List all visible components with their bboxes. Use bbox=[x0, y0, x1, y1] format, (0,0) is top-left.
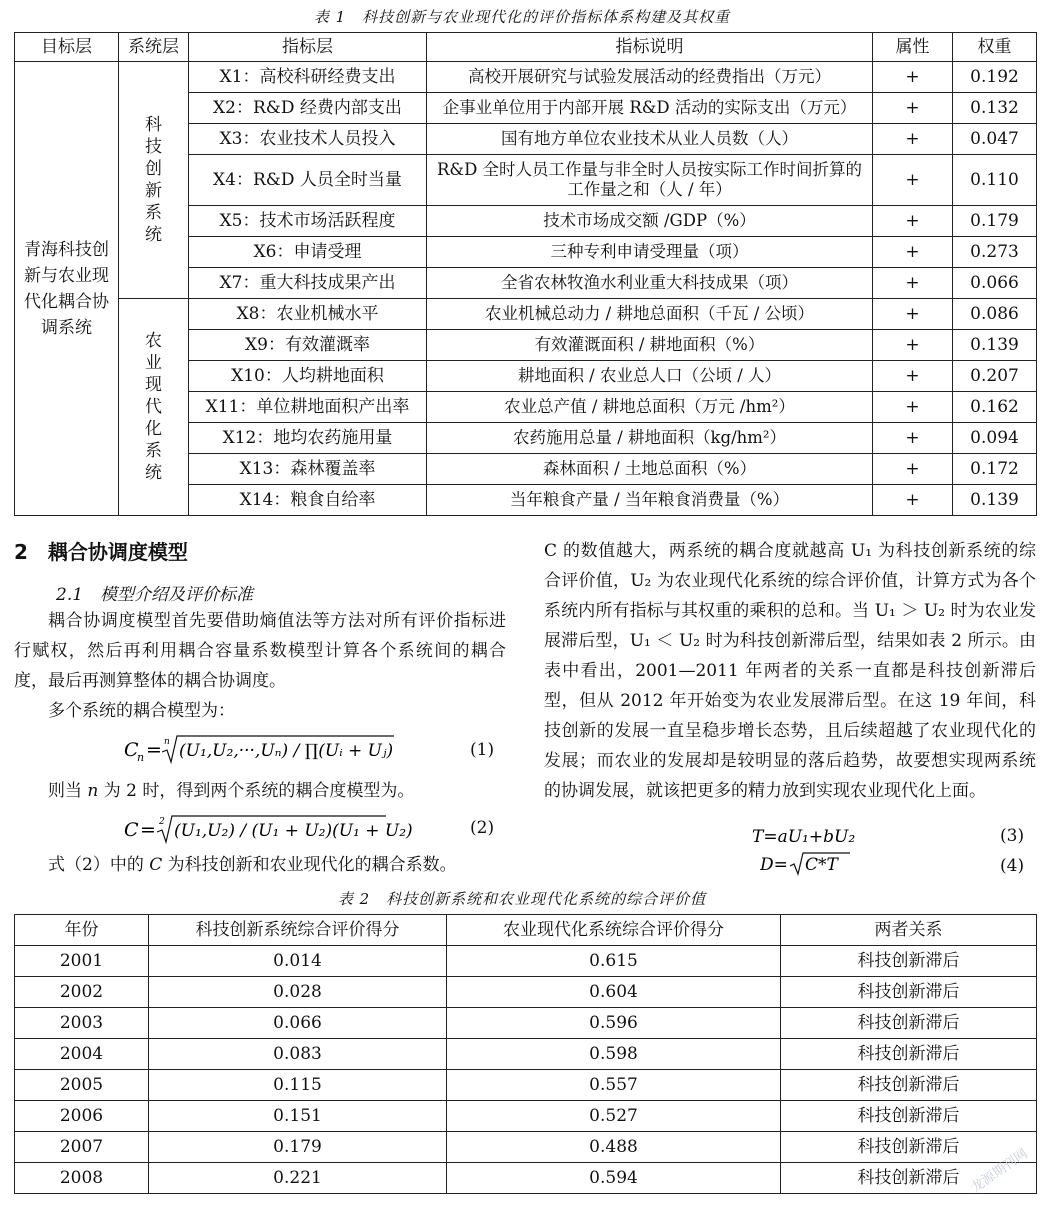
header-weight: 权重 bbox=[953, 33, 1037, 62]
svg-text:=: = bbox=[146, 739, 162, 761]
attribute-cell: + bbox=[873, 237, 953, 268]
system-agri-modernization-label: 农业现代化系统 bbox=[145, 331, 162, 483]
indicator-cell: X3：农业技术人员投入 bbox=[189, 124, 427, 155]
indicator-cell: X13：森林覆盖率 bbox=[189, 454, 427, 485]
agri-score-cell: 0.488 bbox=[447, 1132, 781, 1163]
table-row bbox=[15, 62, 1037, 93]
weight-cell: 0.273 bbox=[953, 237, 1037, 268]
svg-text:C: C bbox=[124, 739, 139, 761]
table2-caption: 表 2 科技创新系统和农业现代化系统的综合评价值 bbox=[337, 890, 707, 908]
indicator-cell: X6：申请受理 bbox=[189, 237, 427, 268]
attribute-cell: + bbox=[873, 361, 953, 392]
attribute-cell: + bbox=[873, 299, 953, 330]
indicator-cell: X12：地均农药施用量 bbox=[189, 423, 427, 454]
header-relation: 两者关系 bbox=[781, 915, 1037, 946]
system-tech-innovation bbox=[119, 62, 189, 299]
svg-text:n: n bbox=[137, 751, 145, 764]
year-cell: 2005 bbox=[15, 1070, 149, 1101]
svg-text:(U₁,U₂,···,Uₙ) / ∏(Uᵢ + Uⱼ): (U₁,U₂,···,Uₙ) / ∏(Uᵢ + Uⱼ) bbox=[179, 741, 394, 761]
watermark: 龙源期刊网 bbox=[968, 1146, 1031, 1196]
tech-score-cell: 0.151 bbox=[149, 1101, 447, 1132]
equation-4-number: (4) bbox=[1000, 856, 1025, 876]
indicator-cell: X8：农业机械水平 bbox=[189, 299, 427, 330]
year-cell: 2003 bbox=[15, 1008, 149, 1039]
weight-cell: 0.110 bbox=[953, 155, 1037, 206]
indicator-cell: X7：重大科技成果产出 bbox=[189, 268, 427, 299]
agri-score-cell: 0.615 bbox=[447, 946, 781, 977]
table-row bbox=[15, 1039, 1037, 1070]
tech-score-cell: 0.115 bbox=[149, 1070, 447, 1101]
year-cell: 2007 bbox=[15, 1132, 149, 1163]
paragraph-coupling-coefficient bbox=[14, 850, 518, 880]
weight-cell: 0.139 bbox=[953, 330, 1037, 361]
svg-text:(U₁,U₂) / (U₁ + U₂)(U₁ + U₂): (U₁,U₂) / (U₁ + U₂)(U₁ + U₂) bbox=[174, 821, 413, 841]
attribute-cell: + bbox=[873, 454, 953, 485]
description-cell: 森林面积 / 土地总面积（%） bbox=[427, 454, 873, 485]
tech-score-cell: 0.221 bbox=[149, 1163, 447, 1194]
agri-score-cell: 0.604 bbox=[447, 977, 781, 1008]
p3-variable-n: n bbox=[87, 781, 99, 801]
equation-1-number: (1) bbox=[470, 740, 495, 760]
equation-2-formula bbox=[124, 812, 414, 846]
weight-cell: 0.162 bbox=[953, 392, 1037, 423]
equation-2-number: (2) bbox=[470, 818, 495, 838]
relation-cell: 科技创新滞后 bbox=[781, 1163, 1037, 1194]
svg-text:C: C bbox=[124, 819, 139, 841]
weight-cell: 0.139 bbox=[953, 485, 1037, 516]
description-cell: 高校开展研究与试验发展活动的经费指出（万元） bbox=[427, 62, 873, 93]
description-cell: 全省农林牧渔水利业重大科技成果（项） bbox=[427, 268, 873, 299]
attribute-cell: + bbox=[873, 124, 953, 155]
equation-1-formula bbox=[124, 732, 414, 768]
description-cell: 企事业单位用于内部开展 R&D 活动的实际支出（万元） bbox=[427, 93, 873, 124]
year-cell: 2004 bbox=[15, 1039, 149, 1070]
header-year: 年份 bbox=[15, 915, 149, 946]
header-indicator-description: 指标说明 bbox=[427, 33, 873, 62]
equation-3-number: (3) bbox=[1000, 826, 1025, 846]
table-row bbox=[15, 977, 1037, 1008]
header-target-layer: 目标层 bbox=[15, 33, 119, 62]
evaluation-table bbox=[14, 914, 1037, 1194]
indicator-cell: X14：粮食自给率 bbox=[189, 485, 427, 516]
paragraph-right-column: C 的数值越大，两系统的耦合度就越高 U₁ 为科技创新系统的综合评价值，U₂ 为农业现代化系统的综合评价值，计算方式为各个系统内所有指标与其权重的乘积的总和。当 U₁ ＞ U₂ 时为农业发展滞后型，U₁ ＜ U₂ 时为科技创新滞后型，结果如表 2 所示。由表中看出，2001—2011 年两者的关系一直都是科技创新滞后型，但从 2012 年开始变为农业发展滞后型。在这 19 年间，科技创新的发展一直呈稳步增长态势，且后续超越了农业现代化的发展；而农业的发展却是较明显的落后趋势，故要想实现两系统的协调发展，就该把更多的精力放到实现农业现代化上面。 bbox=[544, 541, 1036, 801]
tech-score-cell: 0.179 bbox=[149, 1132, 447, 1163]
description-cell: 农药施用总量 / 耕地面积（kg/hm²） bbox=[427, 423, 873, 454]
paragraph-two-systems bbox=[14, 776, 506, 806]
agri-score-cell: 0.527 bbox=[447, 1101, 781, 1132]
p4-part-a: 式（2）中的 bbox=[48, 855, 150, 875]
relation-cell: 科技创新滞后 bbox=[781, 1039, 1037, 1070]
equation-4 bbox=[760, 850, 890, 883]
header-attribute: 属性 bbox=[873, 33, 953, 62]
agri-score-cell: 0.557 bbox=[447, 1070, 781, 1101]
indicator-cell: X5：技术市场活跃程度 bbox=[189, 206, 427, 237]
attribute-cell: + bbox=[873, 62, 953, 93]
table1-caption: 表 1 科技创新与农业现代化的评价指标体系构建及其权重 bbox=[313, 8, 731, 26]
paragraph-multi-model: 多个系统的耦合模型为： bbox=[48, 701, 235, 721]
description-cell: 技术市场成交额 /GDP（%） bbox=[427, 206, 873, 237]
p3-part-b: 为 2 时，得到两个系统的耦合度模型为。 bbox=[98, 781, 415, 801]
indicator-cell: X1：高校科研经费支出 bbox=[189, 62, 427, 93]
weight-cell: 0.172 bbox=[953, 454, 1037, 485]
attribute-cell: + bbox=[873, 268, 953, 299]
year-cell: 2001 bbox=[15, 946, 149, 977]
subsection-heading: 2.1 模型介绍及评价标准 bbox=[56, 585, 254, 605]
description-cell: 三种专利申请受理量（项） bbox=[427, 237, 873, 268]
tech-score-cell: 0.066 bbox=[149, 1008, 447, 1039]
attribute-cell: + bbox=[873, 330, 953, 361]
attribute-cell: + bbox=[873, 423, 953, 454]
weight-cell: 0.066 bbox=[953, 268, 1037, 299]
indicator-cell: X9：有效灌溉率 bbox=[189, 330, 427, 361]
description-cell: R&D 全时人员工作量与非全时人员按实际工作时间折算的工作量之和（人 / 年） bbox=[427, 155, 873, 206]
description-cell: 农业总产值 / 耕地总面积（万元 /hm²） bbox=[427, 392, 873, 423]
table-row bbox=[15, 946, 1037, 977]
svg-text:D=: D= bbox=[760, 855, 788, 875]
relation-cell: 科技创新滞后 bbox=[781, 1101, 1037, 1132]
description-cell: 当年粮食产量 / 当年粮食消费量（%） bbox=[427, 485, 873, 516]
header-tech-score: 科技创新系统综合评价得分 bbox=[149, 915, 447, 946]
relation-cell: 科技创新滞后 bbox=[781, 1132, 1037, 1163]
target-layer-cell: 青海科技创新与农业现代化耦合协调系统 bbox=[15, 62, 119, 516]
table-row bbox=[15, 1070, 1037, 1101]
table-row bbox=[15, 1008, 1037, 1039]
attribute-cell: + bbox=[873, 93, 953, 124]
year-cell: 2008 bbox=[15, 1163, 149, 1194]
header-indicator-layer: 指标层 bbox=[189, 33, 427, 62]
system-agri-modernization bbox=[119, 299, 189, 516]
weight-cell: 0.192 bbox=[953, 62, 1037, 93]
svg-text:=: = bbox=[140, 819, 156, 841]
weight-cell: 0.047 bbox=[953, 124, 1037, 155]
indicator-cell: X11：单位耕地面积产出率 bbox=[189, 392, 427, 423]
tech-score-cell: 0.028 bbox=[149, 977, 447, 1008]
description-cell: 有效灌溉面积 / 耕地面积（%） bbox=[427, 330, 873, 361]
p4-part-b: 为科技创新和农业现代化的耦合系数。 bbox=[162, 855, 457, 875]
weight-cell: 0.132 bbox=[953, 93, 1037, 124]
table-row bbox=[15, 299, 1037, 330]
p3-part-a: 则当 bbox=[48, 781, 88, 801]
indicator-cell: X2：R&D 经费内部支出 bbox=[189, 93, 427, 124]
relation-cell: 科技创新滞后 bbox=[781, 1008, 1037, 1039]
attribute-cell: + bbox=[873, 392, 953, 423]
indicator-cell: X10：人均耕地面积 bbox=[189, 361, 427, 392]
paragraph-intro: 耦合协调度模型首先要借助熵值法等方法对所有评价指标进行赋权，然后再利用耦合容量系数模型计算各个系统间的耦合度，最后再测算整体的耦合协调度。 bbox=[14, 611, 506, 691]
description-cell: 耕地面积 / 农业总人口（公顷 / 人） bbox=[427, 361, 873, 392]
relation-cell: 科技创新滞后 bbox=[781, 946, 1037, 977]
equation-2 bbox=[124, 812, 414, 851]
description-cell: 国有地方单位农业技术从业人员数（人） bbox=[427, 124, 873, 155]
year-cell: 2002 bbox=[15, 977, 149, 1008]
equation-3-formula bbox=[752, 824, 882, 850]
indicator-table bbox=[14, 32, 1037, 516]
year-cell: 2006 bbox=[15, 1101, 149, 1132]
equation-1 bbox=[124, 732, 414, 773]
agri-score-cell: 0.598 bbox=[447, 1039, 781, 1070]
table-row bbox=[15, 1132, 1037, 1163]
header-system-layer: 系统层 bbox=[119, 33, 189, 62]
agri-score-cell: 0.594 bbox=[447, 1163, 781, 1194]
attribute-cell: + bbox=[873, 155, 953, 206]
table-row bbox=[15, 1101, 1037, 1132]
attribute-cell: + bbox=[873, 206, 953, 237]
tech-score-cell: 0.083 bbox=[149, 1039, 447, 1070]
weight-cell: 0.179 bbox=[953, 206, 1037, 237]
agri-score-cell: 0.596 bbox=[447, 1008, 781, 1039]
system-tech-innovation-label: 科技创新系统 bbox=[145, 115, 162, 245]
relation-cell: 科技创新滞后 bbox=[781, 977, 1037, 1008]
indicator-cell: X4：R&D 人员全时当量 bbox=[189, 155, 427, 206]
svg-text:n: n bbox=[164, 737, 170, 747]
weight-cell: 0.094 bbox=[953, 423, 1037, 454]
table-row bbox=[15, 1163, 1037, 1194]
equation-4-formula bbox=[760, 850, 890, 878]
p4-variable-c: C bbox=[149, 855, 163, 875]
weight-cell: 0.086 bbox=[953, 299, 1037, 330]
tech-score-cell: 0.014 bbox=[149, 946, 447, 977]
section-heading: 2 耦合协调度模型 bbox=[14, 540, 188, 564]
svg-text:C*T: C*T bbox=[805, 855, 838, 875]
weight-cell: 0.207 bbox=[953, 361, 1037, 392]
svg-text:T=aU₁+bU₂: T=aU₁+bU₂ bbox=[752, 827, 856, 847]
description-cell: 农业机械总动力 / 耕地总面积（千瓦 / 公顷） bbox=[427, 299, 873, 330]
attribute-cell: + bbox=[873, 485, 953, 516]
header-agri-score: 农业现代化系统综合评价得分 bbox=[447, 915, 781, 946]
svg-text:2: 2 bbox=[159, 817, 165, 827]
relation-cell: 科技创新滞后 bbox=[781, 1070, 1037, 1101]
